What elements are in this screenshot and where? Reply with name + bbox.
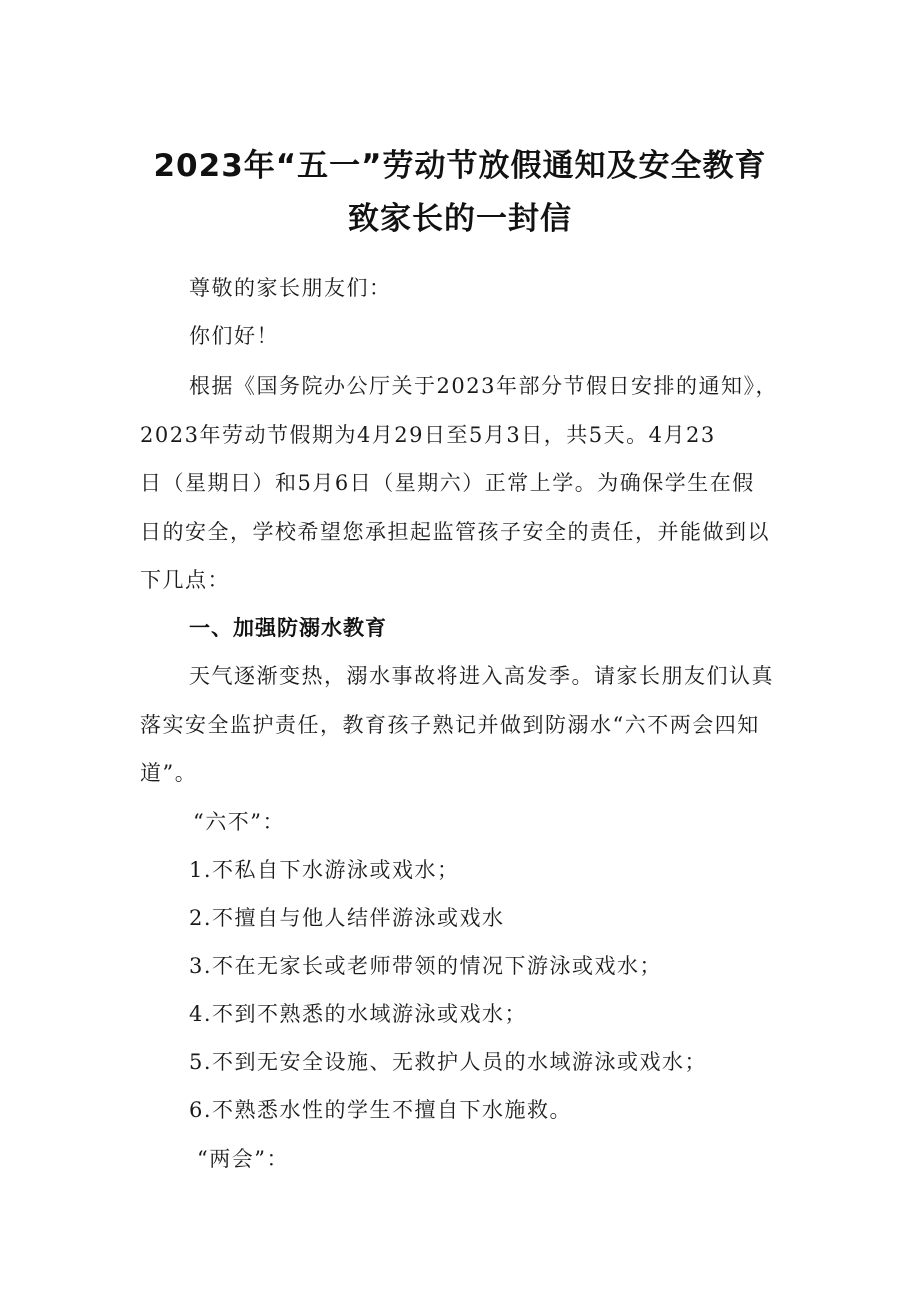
section-paragraph-line: 天气逐渐变热，溺水事故将进入高发季。请家长朋友们认真 [189,664,774,688]
document-title-line-2: 致家长的一封信 [348,201,572,237]
two-can-label: “两会”： [197,1147,289,1171]
intro-line: 根据《国务院办公厅关于2023年部分节假日安排的通知》， [189,374,778,398]
section-paragraph-line: 落实安全监护责任，教育孩子熟记并做到防溺水“六不两会四知 [140,713,760,737]
intro-line: 日的安全，学校希望您承担起监管孩子安全的责任，并能做到以 [140,520,770,544]
list-item: 6.不熟悉水性的学生不擅自下水施救。 [189,1098,573,1122]
intro-line: 下几点： [140,568,230,592]
intro-line: 日（星期日）和5月6日（星期六）正常上学。为确保学生在假 [140,471,755,495]
six-no-label: “六不”： [193,810,285,834]
list-item: 2.不擅自与他人结伴游泳或戏水 [189,906,505,930]
list-item: 3.不在无家长或老师带领的情况下游泳或戏水； [189,954,663,978]
hello-line: 你们好！ [189,324,279,348]
intro-line: 2023年劳动节假期为4月29日至5月3日，共5天。4月23 [140,423,716,447]
section-paragraph-line: 道”。 [140,761,198,785]
list-item: 1.不私自下水游泳或戏水； [189,858,460,882]
list-item: 5.不到无安全设施、无救护人员的水域游泳或戏水； [189,1050,708,1074]
section-heading-drowning: 一、加强防溺水教育 [189,616,387,640]
list-item: 4.不到不熟悉的水域游泳或戏水； [189,1002,528,1026]
greeting: 尊敬的家长朋友们： [189,276,392,300]
document-title-line-1: 2023年“五一”劳动节放假通知及安全教育 [153,148,767,184]
